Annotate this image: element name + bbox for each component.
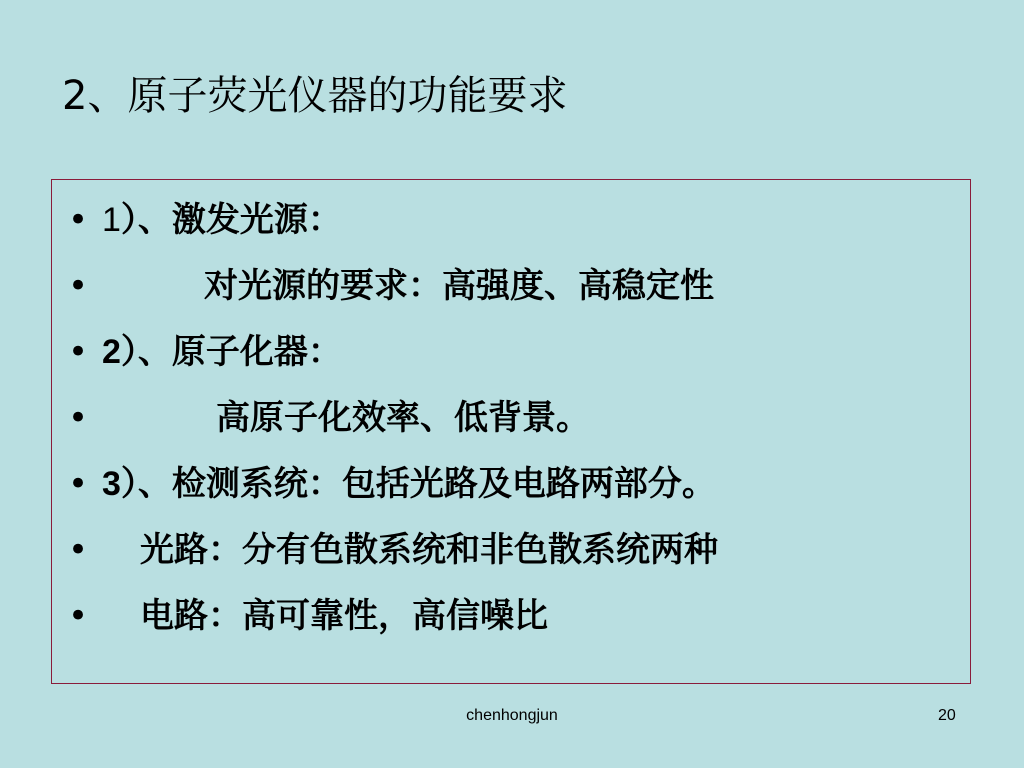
bullet-label: ）、原子化器：: [120, 332, 342, 372]
bullet-list: [52, 192, 970, 654]
footer-author: chenhongjun: [466, 707, 558, 724]
bullet-number: 2: [102, 333, 121, 371]
bullet-label: 对光源的要求：高强度、高稳定性: [204, 266, 714, 306]
bullet-label: 光路：分有色散系统和非色散系统两种: [140, 530, 718, 570]
bullet-dot: •: [68, 266, 89, 306]
content-box: [51, 179, 971, 684]
bullet-item-2: [52, 258, 970, 324]
bullet-item-4: [52, 390, 970, 456]
bullet-dot: •: [68, 332, 89, 372]
bullet-label: 高原子化效率、低背景。: [216, 398, 590, 438]
bullet-dot: •: [68, 530, 89, 570]
bullet-label: 电路：高可靠性，高信噪比: [140, 596, 548, 636]
bullet-label: ）、检测系统：包括光路及电路两部分。: [120, 464, 716, 504]
bullet-dot: •: [68, 596, 89, 636]
footer-page-number: 20: [938, 707, 956, 724]
bullet-item-6: [52, 522, 970, 588]
bullet-item-3: [52, 324, 970, 390]
bullet-dot: •: [68, 464, 89, 504]
bullet-number: 3: [102, 465, 121, 503]
bullet-label: ）、激发光源：: [120, 200, 342, 240]
bullet-item-5: [52, 456, 970, 522]
bullet-item-1: [52, 192, 970, 258]
bullet-item-7: [52, 588, 970, 654]
slide-title: 2、原子荧光仪器的功能要求: [62, 73, 568, 119]
bullet-number: 1: [102, 201, 121, 239]
bullet-dot: •: [68, 398, 89, 438]
bullet-dot: •: [68, 200, 89, 240]
